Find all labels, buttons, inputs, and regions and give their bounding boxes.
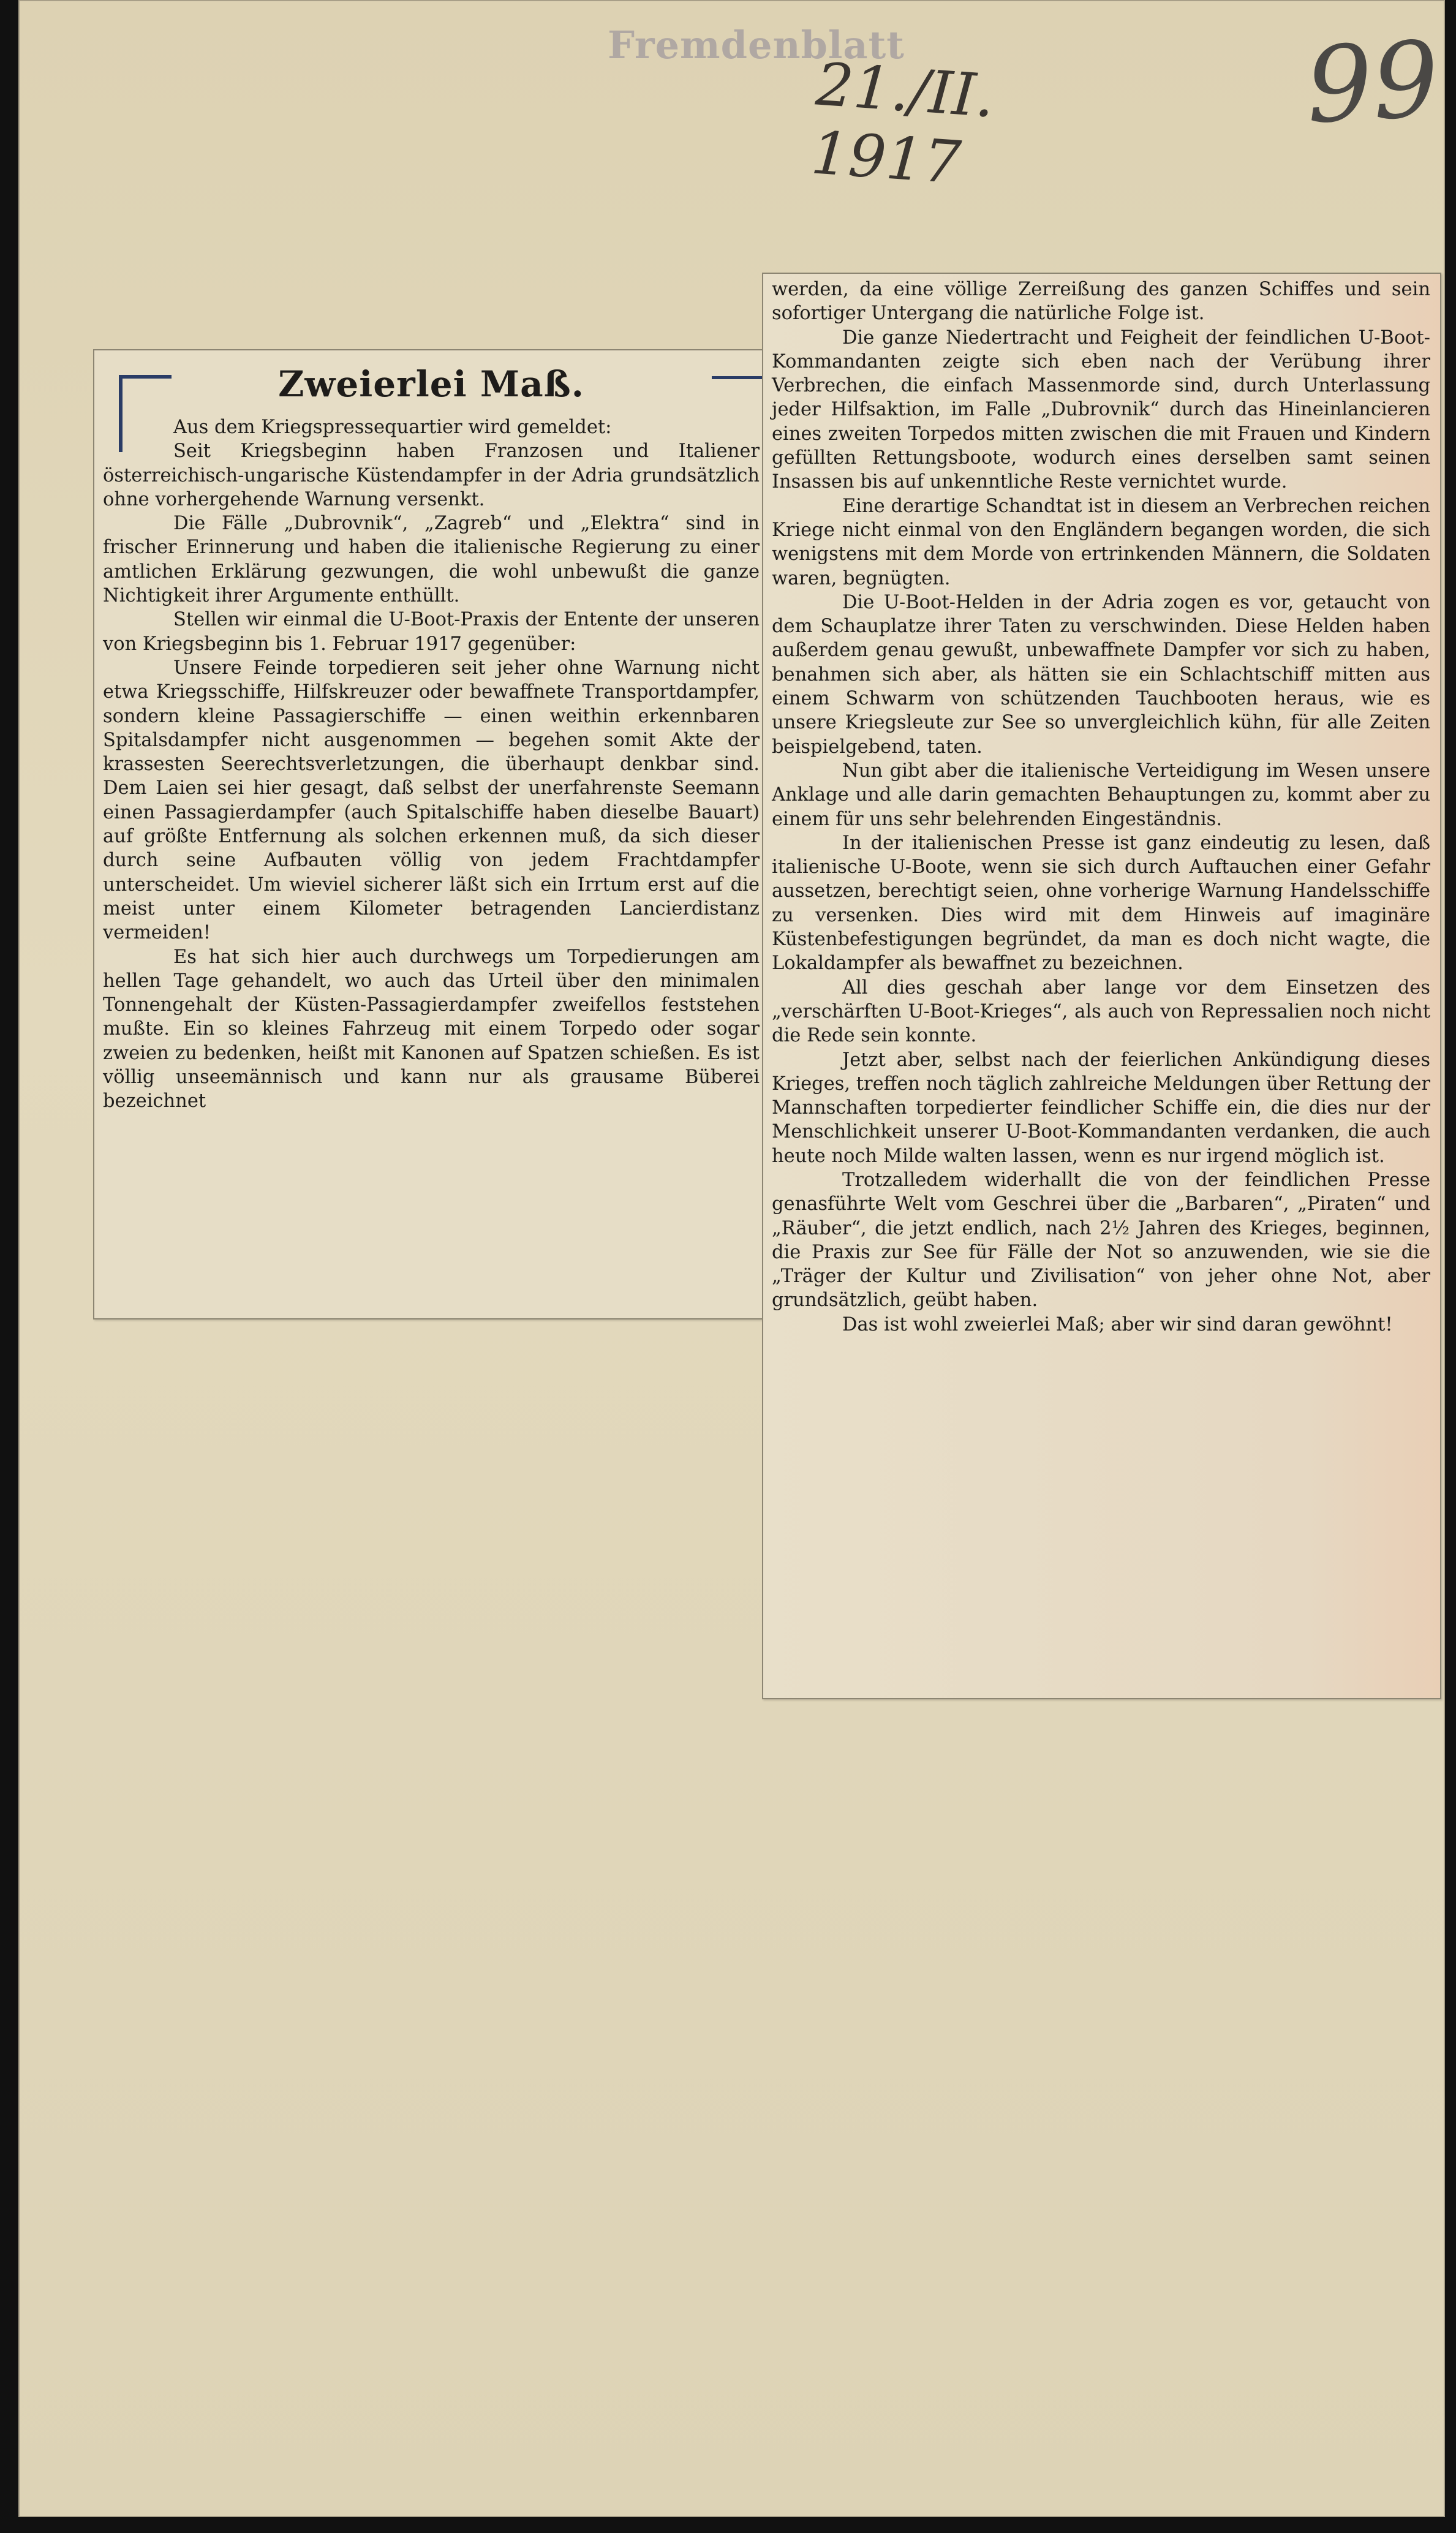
paragraph: Seit Kriegsbeginn haben Franzosen und Italiener österreichisch-ungarische Küstendampfer in der Adria grundsätzlich ohne vorhergehende Warnung versenkt. xyxy=(103,440,760,510)
right-column-text xyxy=(772,274,1430,1698)
paragraph: werden, da eine völlige Zerreißung des ganzen Schiffes und sein sofortiger Untergang die natürliche Folge ist. xyxy=(772,279,1430,325)
paragraph: Jetzt aber, selbst nach der feierlichen Ankündigung dieses Krieges, treffen noch täglich zahlreiche Meldungen über Rettung der Mannschaften torpedierter feindlicher Schiffe ein, die dies nur der Menschlichkeit unserer U-Boot-Kommandanten verdanken, die auch heute noch Milde walten lassen, wenn es nur irgend möglich ist. xyxy=(772,1049,1430,1167)
archive-sheet xyxy=(18,0,1445,2517)
newspaper-stamp: Fremdenblatt xyxy=(608,23,905,67)
paragraph: Aus dem Kriegspressequartier wird gemeldet: xyxy=(173,417,612,438)
paragraph: Die Fälle „Dubrovnik“, „Zagreb“ und „Elektra“ sind in frischer Erinnerung und haben die italienische Regierung zu einer amtlichen Erklärung gezwungen, die wohl unbewußt die ganze Nichtigkeit ihrer Argumente enthüllt. xyxy=(103,513,760,607)
clipping-right-column xyxy=(762,273,1441,1699)
paragraph: All dies geschah aber lange vor dem Einsetzen des „verschärften U-Boot-Krieges“, als auch von Repressalien noch nicht die Rede sein konnte. xyxy=(772,976,1430,1047)
paragraph: Nun gibt aber die italienische Verteidigung im Wesen unsere Anklage und alle darin gemachten Behauptungen zu, kommt aber zu einem für uns sehr belehrenden Eingeständnis. xyxy=(772,760,1430,830)
paragraph: Die U-Boot-Helden in der Adria zogen es vor, getaucht von dem Schauplatze ihrer Taten zu verschwinden. Diese Helden haben außerdem genau gewußt, unbewaffnete Dampfer vor sich zu haben, benahmen sich aber, als hätten sie ein Schlachtschiff mitten aus einem Schwarm von schützenden Tauchbooten heraus, wie es unsere Kriegsleute zur See so unvergleichlich kühn, für alle Zeiten beispielgebend, taten. xyxy=(772,591,1430,758)
paragraph: In der italienischen Presse ist ganz eindeutig zu lesen, daß italienische U-Boote, wenn sie sich durch Auftauchen einer Gefahr aussetzen, berechtigt seien, ohne vorherige Warnung Handelsschiffe zu versenken. Dies wird mit dem Hinweis auf imaginäre Küstenbefestigungen begründet, da man es doch nicht wagte, die Lokaldampfer als bewaffnet zu bezeichnen. xyxy=(772,832,1430,975)
handwritten-date: 21./II. 1917 xyxy=(809,50,997,197)
paragraph: Eine derartige Schandtat ist in diesem an Verbrechen reichen Kriege nicht einmal von den Engländern begangen worden, die sich wenigstens mit dem Morde von ertrinkenden Männern, die Soldaten waren, begnügten. xyxy=(772,495,1430,589)
paragraph: Stellen wir einmal die U-Boot-Praxis der Entente der unseren von Kriegsbeginn bis 1. Februar 1917 gegenüber: xyxy=(103,609,760,655)
paragraph: Die ganze Niedertracht und Feigheit der feindlichen U-Boot-Kommandanten zeigte sich eben nach der Verübung ihrer Verbrechen, die einfach Massenmorde sind, durch Unterlassung jeder Hilfsaktion, im Falle „Dubrovnik“ durch das Hineinlancieren eines zweiten Torpedos mitten zwischen die mit Frauen und Kindern gefüllten Rettungsboote, wodurch eines derselben samt seinen Insassen bis auf unkenntliche Reste vernichtet wurde. xyxy=(772,327,1430,493)
paragraph: Das ist wohl zweierlei Maß; aber wir sind daran gewöhnt! xyxy=(842,1313,1393,1335)
paragraph: Trotzalledem widerhallt die von der feindlichen Presse genasführte Welt vom Geschrei über die „Barbaren“, „Piraten“ und „Räuber“, die jetzt endlich, nach 2½ Jahren des Krieges, beginnen, die Praxis zur See für Fälle der Not so anzuwenden, wie sie die „Träger der Kultur und Zivilisation“ von jeher ohne Not, aber grundsätzlich, geübt haben. xyxy=(772,1169,1430,1312)
handwritten-page-number: 99 xyxy=(1303,19,1442,148)
paragraph: Unsere Feinde torpedieren seit jeher ohne Warnung nicht etwa Kriegsschiffe, Hilfskreuzer oder bewaffnete Transportdampfer, sondern kleine Passagierschiffe — einen weithin erkennbaren Spitalsdampfer nicht ausgenommen — begehen somit Akte der krassesten Seerechtsverletzungen, die überhaupt denkbar sind. Dem Laien sei hier gesagt, daß selbst der unerfahrenste Seemann einen Passagierdampfer (auch Spitalschiffe haben dieselbe Bauart) auf größte Entfernung als solchen erkennen muß, da sich dieser durch seine Aufbauten völlig von jedem Frachtdampfer unterscheidet. Um wieviel sicherer läßt sich ein Irrtum erst auf die meist unter einem Kilometer betragenden Lancierdistanz vermeiden! xyxy=(103,657,760,944)
paragraph: Es hat sich hier auch durchwegs um Torpedierungen am hellen Tage gehandelt, wo auch das Urteil über den minimalen Tonnengehalt der Küsten-Passagierdampfer zweifellos feststehen mußte. Ein so kleines Fahrzeug mit einem Torpedo oder sogar zweien zu bedenken, heißt mit Kanonen auf Spatzen schießen. Es ist völlig unseemännisch und kann nur als grausame Büberei bezeichnet xyxy=(103,946,760,1112)
clipping-left-column xyxy=(93,349,769,1319)
article-title: Zweierlei Maß. xyxy=(278,363,584,405)
left-column-text xyxy=(103,350,760,1318)
